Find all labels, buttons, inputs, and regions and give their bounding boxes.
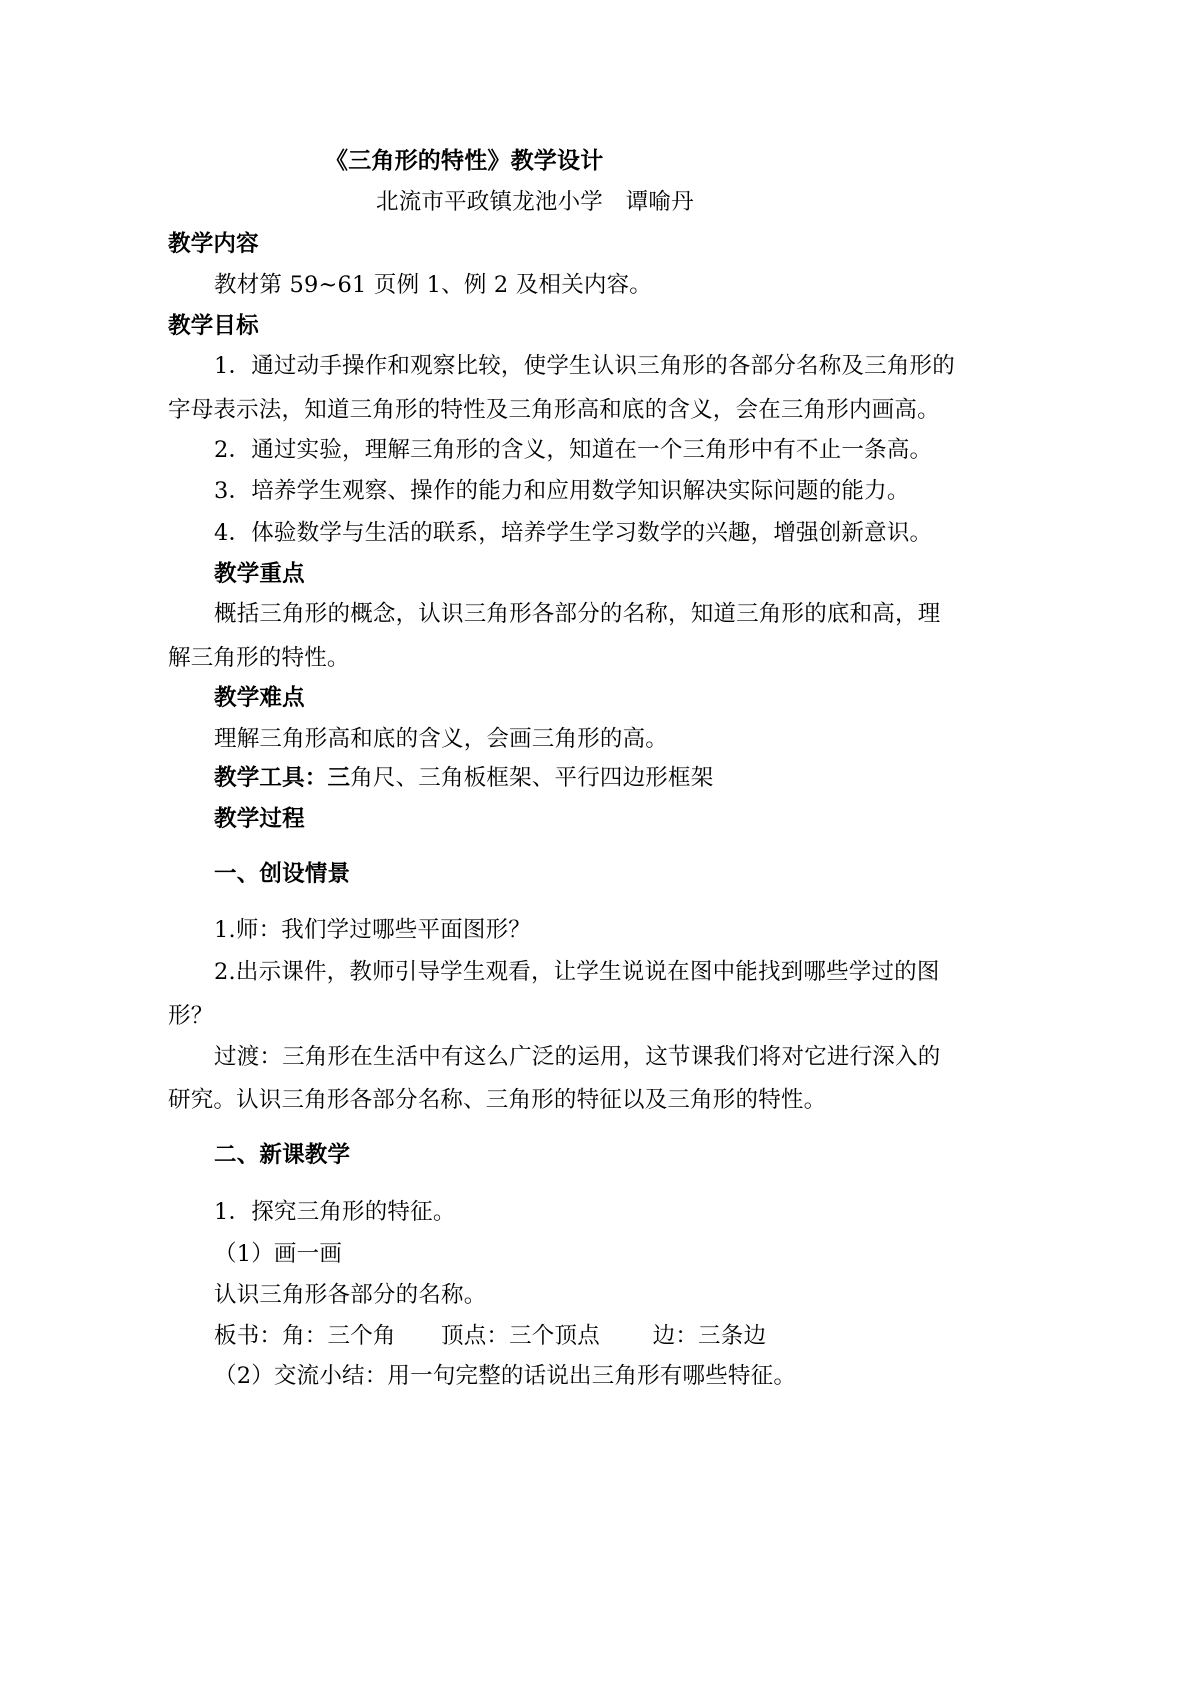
difficult-points-text: 理解三角形高和底的含义，会画三角形的高。: [214, 726, 669, 752]
part-2-sub-1-text: 认识三角形各部分的名称。: [214, 1282, 487, 1308]
teaching-tools: [214, 764, 713, 792]
part-2-sub-1: （1）画一画: [214, 1241, 343, 1267]
goal-item-1-line-2: 字母表示法，知道三角形的特性及三角形高和底的含义，会在三角形内画高。: [168, 397, 940, 423]
heading-part-2: 二、新课教学: [214, 1142, 351, 1168]
goal-item-1-line-1: 1．通过动手操作和观察比较，使学生认识三角形的各部分名称及三角形的: [214, 353, 955, 379]
goal-item-4: 4．体验数学与生活的联系，培养学生学习数学的兴趣，增强创新意识。: [214, 520, 933, 546]
part-1-transition-line-2: 研究。认识三角形各部分名称、三角形的特征以及三角形的特性。: [168, 1087, 827, 1113]
part-1-item-2-line-2: 形？: [168, 1003, 214, 1029]
teaching-tools-label: 教学工具：三: [214, 765, 351, 791]
teaching-content-text: 教材第 59~61 页例 1、例 2 及相关内容。: [214, 272, 653, 298]
goal-item-3: 3．培养学生观察、操作的能力和应用数学知识解决实际问题的能力。: [214, 478, 910, 504]
heading-difficult-points: 教学难点: [214, 685, 305, 711]
heading-part-1: 一、创设情景: [214, 861, 351, 887]
heading-teaching-content: 教学内容: [168, 231, 259, 257]
part-2-sub-2: （2）交流小结：用一句完整的话说出三角形有哪些特征。: [214, 1363, 797, 1389]
key-points-line-1: 概括三角形的概念，认识三角形各部分的名称，知道三角形的底和高，理: [214, 601, 941, 627]
document-author: 北流市平政镇龙池小学 谭喻丹: [376, 189, 694, 215]
part-2-board-notes: 板书：角：三个角 顶点：三个顶点 边：三条边: [214, 1323, 767, 1349]
heading-key-points: 教学重点: [214, 561, 305, 587]
goal-item-2: 2．通过实验，理解三角形的含义，知道在一个三角形中有不止一条高。: [214, 437, 933, 463]
part-2-item-1: 1．探究三角形的特征。: [214, 1199, 456, 1225]
teaching-tools-text: 角尺、三角板框架、平行四边形框架: [350, 765, 714, 791]
heading-teaching-process: 教学过程: [214, 806, 305, 832]
document-title: 《三角形的特性》教学设计: [325, 148, 604, 174]
heading-teaching-goals: 教学目标: [168, 313, 259, 339]
part-1-item-1: 1.师：我们学过哪些平面图形？: [214, 917, 531, 943]
part-1-item-2-line-1: 2.出示课件，教师引导学生观看，让学生说说在图中能找到哪些学过的图: [214, 959, 940, 985]
key-points-line-2: 解三角形的特性。: [168, 645, 350, 671]
part-1-transition-line-1: 过渡：三角形在生活中有这么广泛的运用，这节课我们将对它进行深入的: [214, 1044, 941, 1070]
